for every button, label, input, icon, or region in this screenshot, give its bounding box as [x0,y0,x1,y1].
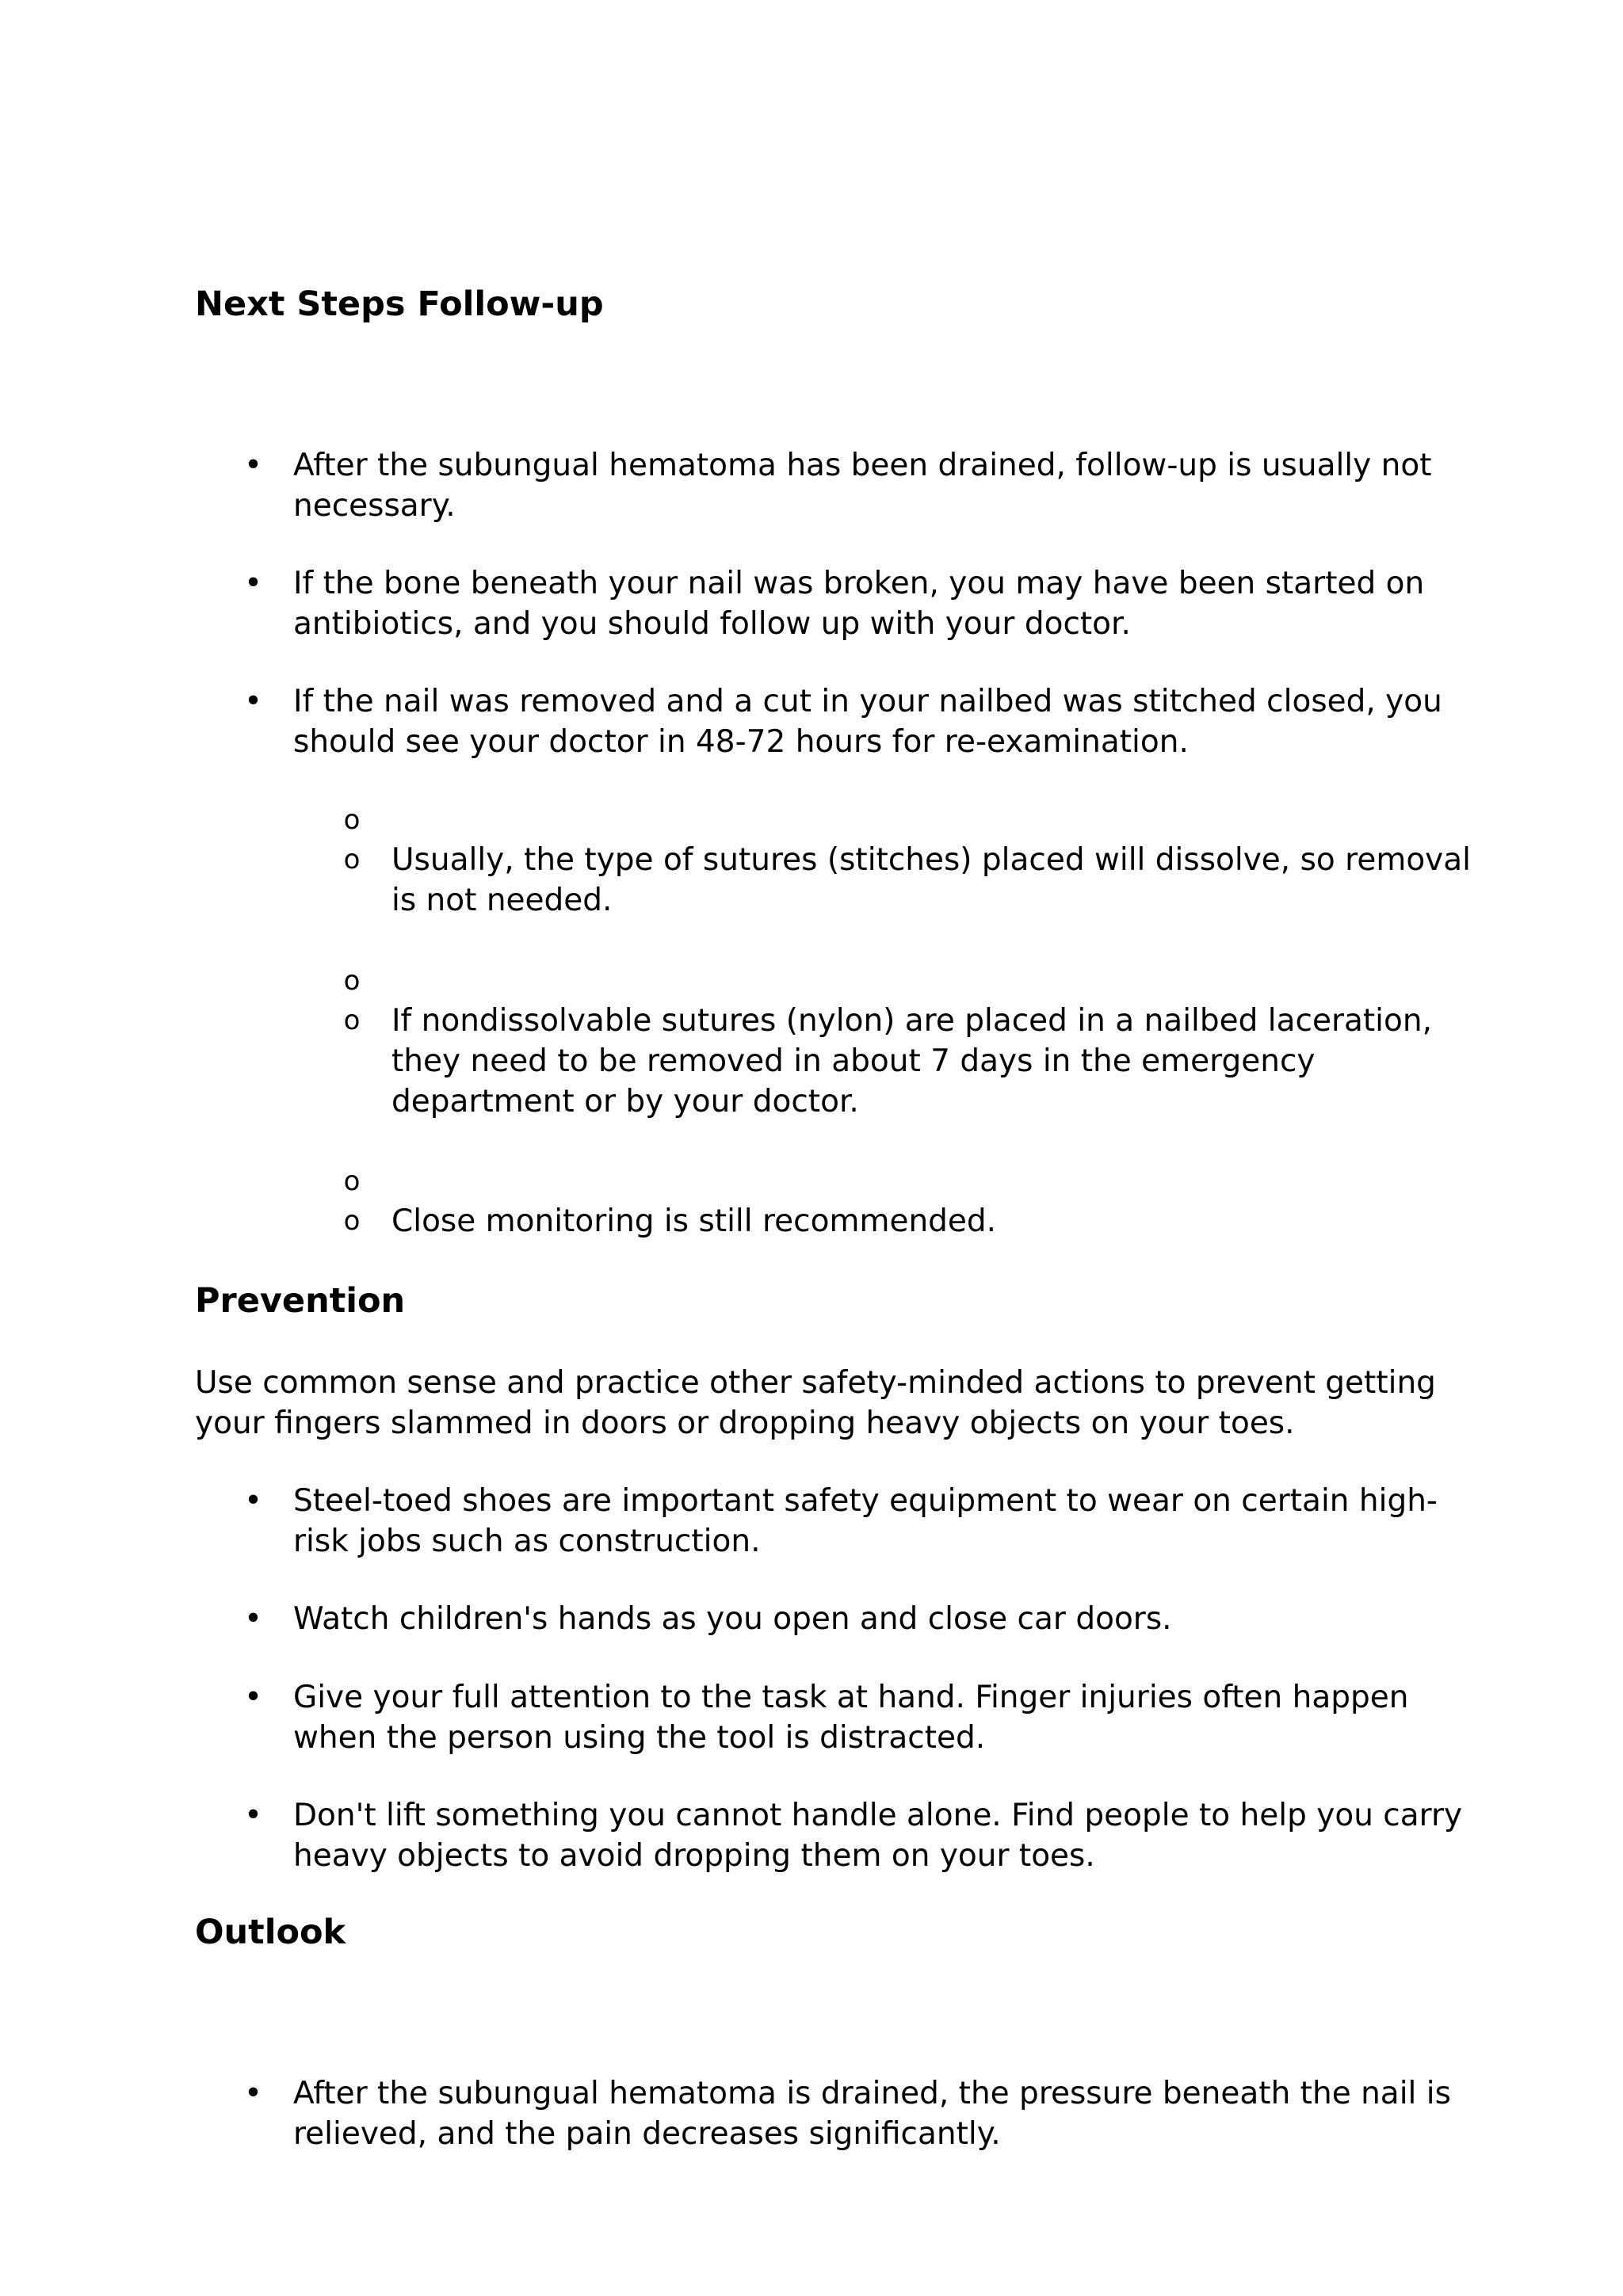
prevention-item-4: Don't lift something you cannot handle alone. Find people to help you carry heavy objects to avoid dropping them on your toes. [293,1798,1463,1874]
follow-up-sub-item-monitoring: Close monitoring is still recommended. [391,1203,997,1239]
prevention-item-2: Watch children's hands as you open and close car doors. [293,1601,1172,1637]
follow-up-item-1: After the subungual hematoma has been drained, follow-up is usually not necessary. [293,448,1432,524]
bullet-marker: • [244,566,263,601]
circle-marker: o [343,1165,361,1197]
circle-marker: o [343,804,361,836]
heading-outlook: Outlook [195,1913,346,1952]
circle-marker: o [343,844,361,875]
bullet-marker: • [244,1483,263,1519]
outlook-item-1: After the subungual hematoma is drained, the pressure beneath the nail is relieved, and the pain decreases significantly. [293,2076,1451,2152]
bullet-marker: • [244,684,263,719]
bullet-marker: • [244,1680,263,1715]
bullet-marker: • [244,1601,263,1637]
circle-marker: o [343,1005,361,1036]
follow-up-item-2: If the bone beneath your nail was broken, you may have been started on antibiotics, and you should follow up with your doctor. [293,566,1425,642]
follow-up-item-3: If the nail was removed and a cut in your nailbed was stitched closed, you should see your doctor in 48-72 hours for re-examination. [293,684,1442,760]
prevention-item-3: Give your full attention to the task at hand. Finger injuries often happen when the person using the tool is distracted. [293,1680,1409,1756]
prevention-intro: Use common sense and practice other safety-minded actions to prevent getting your fingers slammed in doors or dropping heavy objects on your toes. [195,1365,1436,1441]
circle-marker: o [343,965,361,997]
heading-next-steps-follow-up: Next Steps Follow-up [195,284,604,324]
circle-marker: o [343,1205,361,1237]
bullet-marker: • [244,448,263,483]
follow-up-sub-item-nylon-sutures: If nondissolvable sutures (nylon) are placed in a nailbed laceration, they need to be removed in about 7 days in the emergency department or by your doctor. [391,1003,1432,1119]
bullet-marker: • [244,1798,263,1833]
prevention-item-1: Steel-toed shoes are important safety equipment to wear on certain high-risk jobs such as construction. [293,1483,1438,1559]
follow-up-sub-item-sutures-dissolve: Usually, the type of sutures (stitches) placed will dissolve, so removal is not needed. [391,842,1471,918]
heading-prevention: Prevention [195,1281,406,1321]
bullet-marker: • [244,2076,263,2111]
